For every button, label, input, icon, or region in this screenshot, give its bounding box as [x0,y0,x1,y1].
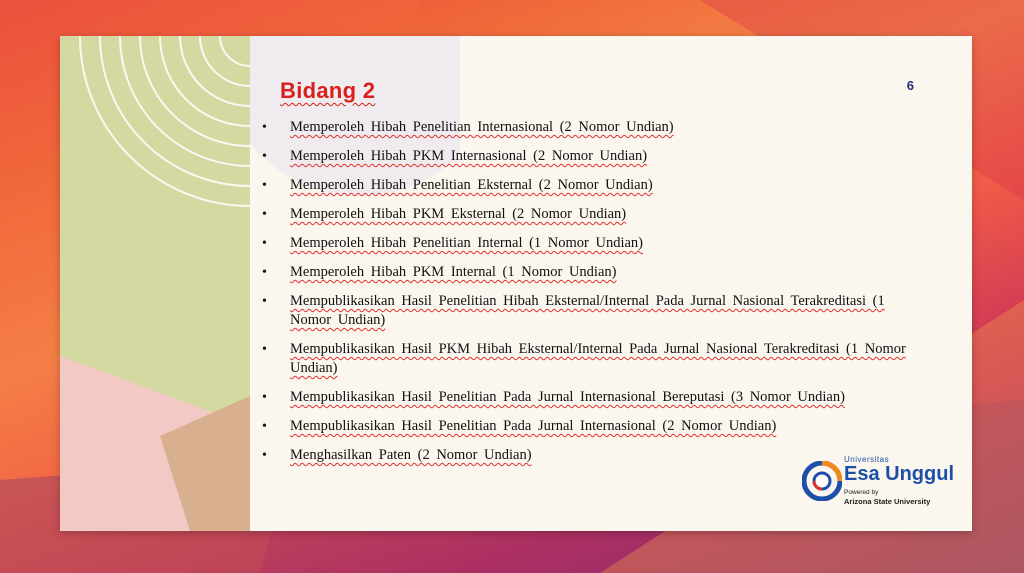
logo-powered-text: Powered by [844,489,879,496]
bullet-icon: • [262,236,267,251]
bullet-icon: • [262,265,267,280]
logo-small-text: Universitas [844,455,890,464]
list-item: • Mempublikasikan Hasil Penelitian Pada Jurnal Internasional Bereputasi (3 Nomor Undian) [262,389,845,405]
list-item: • Memperoleh Hibah PKM Internal (1 Nomor Undian) [262,264,617,280]
bullet-icon: • [262,294,267,309]
list-item: • Mempublikasikan Hasil Penelitian Pada Jurnal Internasional (2 Nomor Undian) [262,418,777,434]
slide-title: Bidang 2 [280,78,376,103]
bullet-icon: • [262,207,267,222]
list-item: • Memperoleh Hibah Penelitian Internasional (2 Nomor Undian) [262,119,674,135]
bullet-icon: • [262,149,267,164]
slide [60,36,972,531]
university-logo [802,453,955,517]
esa-unggul-logo-icon [802,461,842,501]
bullet-icon: • [262,178,267,193]
list-item: • Memperoleh Hibah Penelitian Eksternal (2 Nomor Undian) [262,177,653,193]
decorative-shapes [60,36,250,531]
logo-partner-text: Arizona State University [844,497,931,506]
bullet-icon: • [262,390,267,405]
list-item: • Mempublikasikan Hasil PKM Hibah Eksternal/Internal Pada Jurnal Nasional Terakreditasi (1 Nomor Undian) [262,341,906,376]
list-item: • Mempublikasikan Hasil Penelitian Hibah Eksternal/Internal Pada Jurnal Nasional Terakreditasi (1 Nomor Undian) [262,293,885,328]
list-item: • Memperoleh Hibah PKM Eksternal (2 Nomor Undian) [262,206,627,222]
list-item: • Memperoleh Hibah Penelitian Internal (1 Nomor Undian) [262,235,644,251]
bullet-icon: • [262,448,267,463]
page-number: 6 [906,78,914,93]
list-item: • Memperoleh Hibah PKM Internasional (2 Nomor Undian) [262,148,648,164]
bullet-list [262,118,922,475]
list-item: • Menghasilkan Paten (2 Nomor Undian) [262,447,532,463]
bullet-icon: • [262,120,267,135]
bullet-icon: • [262,419,267,434]
logo-main-text: Esa Unggul [844,463,955,485]
bullet-icon: • [262,342,267,357]
